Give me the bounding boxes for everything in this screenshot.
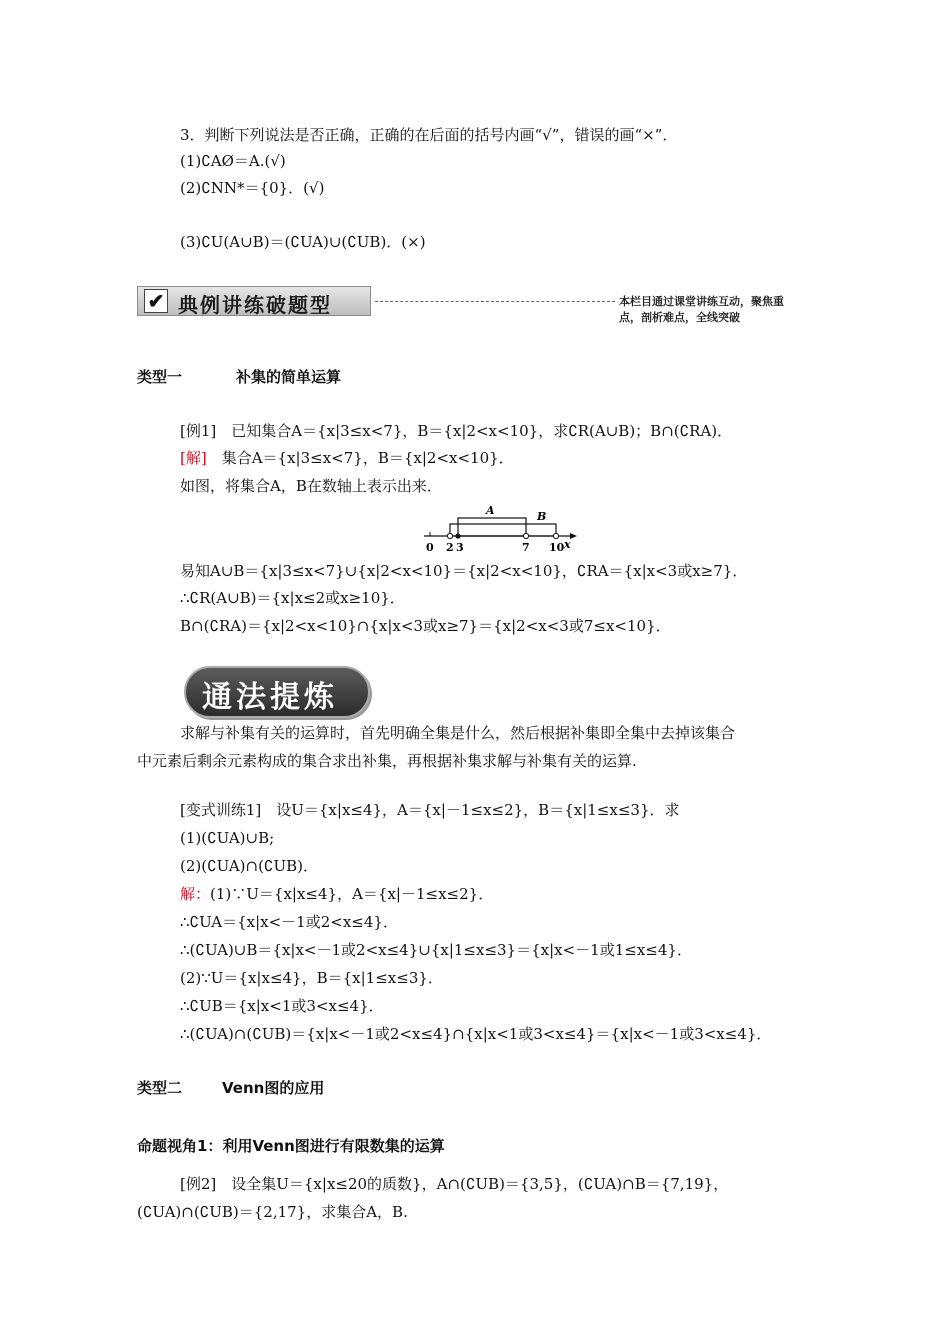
type2-heading: 类型二 [137, 1079, 183, 1097]
banner-divider [375, 301, 615, 302]
example1-question: [例1] 已知集合A＝{x|3≤x<7}，B＝{x|2<x<10}，求∁R(A∪B)；B∩(∁RA)． [180, 422, 733, 440]
type2-title: Venn图的应用 [222, 1079, 325, 1097]
variant1-line-1: ∴∁UA＝{x|x<－1或2<x≤4}． [180, 913, 398, 931]
method-text-1: 求解与补集有关的运算时，首先明确全集是什么，然后根据补集即全集中去掉该集合 [180, 724, 736, 742]
tick-label-10: 10 [549, 541, 565, 554]
variant1-part-1: (1)(∁UA)∪B; [180, 829, 275, 847]
type1-heading: 类型一 [137, 368, 183, 386]
angle1-title: 命题视角1：利用Venn图进行有限数集的运算 [137, 1137, 445, 1155]
banner-box [137, 286, 371, 316]
example1-line2: 如图，将集合A，B在数轴上表示出来． [180, 477, 442, 495]
method-badge [184, 666, 370, 718]
example1-line4: ∴∁R(A∪B)＝{x|x≤2或x≥10}． [180, 589, 405, 607]
example1-line5: B∩(∁RA)＝{x|2<x<10}∩{x|x<3或x≥7}＝{x|2<x<3或7≤x<10}． [180, 617, 671, 635]
axis-arrow [570, 533, 577, 539]
solution-text: 集合A＝{x|3≤x<7}，B＝{x|2<x<10}． [206, 449, 514, 467]
q3-item-1: (1)∁AØ＝A.(√) [180, 152, 286, 170]
q3-item-3: (3)∁U(A∪B)＝(∁UA)∪(∁UB)．(×) [180, 233, 426, 251]
type1-title: 补集的简单运算 [236, 368, 342, 386]
example1-line3: 易知A∪B＝{x|3≤x<7}∪{x|2<x<10}＝{x|2<x<10}，∁RA＝{x|x<3或x≥7}． [180, 562, 748, 580]
example2-line-2: (∁UA)∩(∁UB)＝{2,17}，求集合A，B. [137, 1203, 408, 1221]
variant1-part-2: (2)(∁UA)∩(∁UB)． [180, 857, 318, 875]
set-b-bracket [450, 524, 556, 536]
variant1-line-5: ∴(∁UA)∩(∁UB)＝{x|x<－1或2<x≤4}∩{x|x<1或3<x≤4}＝{x|x<－1或3<x≤4}． [180, 1025, 772, 1043]
label-a: A [486, 504, 495, 517]
check-icon: ✔ [144, 289, 168, 313]
variant1-solution [180, 884, 493, 904]
banner-note: 本栏目通过课堂讲练互动，聚焦重点，剖析难点，全线突破 [619, 295, 784, 324]
example2-line-1: [例2] 设全集U＝{x|x≤20的质数}，A∩(∁UB)＝{3,5}，(∁UA)∩B＝{7,19}， [180, 1175, 729, 1193]
tick-label-2: 2 [446, 541, 454, 554]
tick-label-7: 7 [522, 541, 530, 554]
tick-label-3: 3 [456, 541, 464, 554]
variant1-line-2: ∴(∁UA)∪B＝{x|x<－1或2<x≤4}∪{x|1≤x≤3}＝{x|x<－1或1≤x≤4}． [180, 941, 692, 959]
tick-label-0: 0 [426, 541, 434, 554]
section-banner [137, 286, 805, 324]
example1-solution [180, 448, 514, 468]
label-b: B [537, 510, 547, 523]
variant1-line-3: (2)∵U＝{x|x≤4}，B＝{x|1≤x≤3}． [180, 969, 443, 987]
point-10-open [553, 533, 558, 538]
variant1-question: [变式训练1] 设U＝{x|x≤4}，A＝{x|－1≤x≤2}，B＝{x|1≤x≤3}．求 [180, 801, 680, 819]
q3-intro: 3．判断下列说法是否正确，正确的在后面的括号内画“√”，错误的画“×”． [180, 126, 678, 144]
variant1-solution-label: 解： [180, 885, 211, 903]
point-7-open [523, 533, 528, 538]
axis-label: x [564, 538, 571, 551]
number-line-figure [420, 502, 580, 554]
method-text-2: 中元素后剩余元素构成的集合求出补集，再根据补集求解与补集有关的运算. [137, 752, 637, 770]
q3-item-2: (2)∁NN*＝{0}．(√) [180, 179, 325, 197]
set-a-bracket [458, 518, 526, 536]
banner-title: 典例讲练破题型 [178, 293, 332, 317]
solution-label: [解] [180, 449, 207, 467]
point-3-closed [455, 533, 460, 538]
point-2-open [447, 533, 452, 538]
method-badge-text: 通法提炼 [202, 680, 338, 715]
variant1-line-4: ∴∁UB＝{x|x<1或3<x≤4}． [180, 997, 384, 1015]
variant1-solution-text: (1)∵U＝{x|x≤4}，A＝{x|－1≤x≤2}． [210, 885, 494, 903]
